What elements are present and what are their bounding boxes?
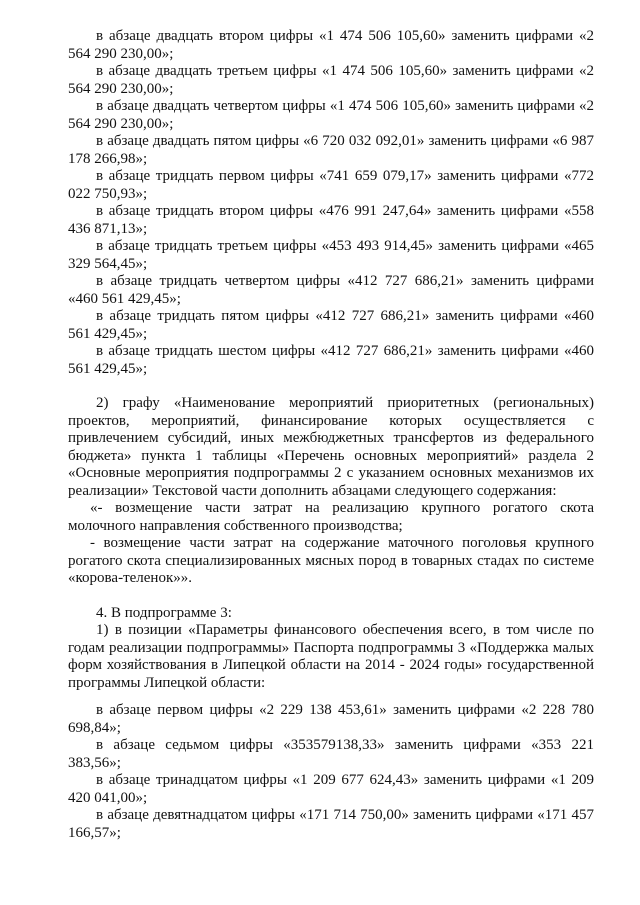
amendment-paragraph: в абзаце двадцать третьем цифры «1 474 506 105,60» заменить цифрами «2 564 290 230,00»; bbox=[68, 63, 594, 97]
spacer bbox=[68, 588, 594, 605]
amendment-paragraph: в абзаце двадцать пятом цифры «6 720 032 092,01» заменить цифрами «6 987 178 266,98»; bbox=[68, 133, 594, 167]
document-body bbox=[68, 28, 594, 842]
amendment-paragraph: в абзаце тридцать третьем цифры «453 493 914,45» заменить цифрами «465 329 564,45»; bbox=[68, 238, 594, 272]
amendment-paragraph: в абзаце девятнадцатом цифры «171 714 750,00» заменить цифрами «171 457 166,57»; bbox=[68, 807, 594, 841]
amendment-paragraph: в абзаце тридцать четвертом цифры «412 727 686,21» заменить цифрами «460 561 429,45»; bbox=[68, 273, 594, 307]
amendment-paragraph: в абзаце тридцать втором цифры «476 991 247,64» заменить цифрами «558 436 871,13»; bbox=[68, 203, 594, 237]
quoted-paragraph: «- возмещение части затрат на реализацию крупного рогатого скота молочного направления собственного производства; bbox=[68, 500, 594, 534]
section-item-1-paragraph: 1) в позиции «Параметры финансового обеспечения всего, в том числе по годам реализации подпрограммы» Паспорта подпрограммы 3 «Поддержка малых форм хозяйствования в Липецкой области на 2014 - 2024 годы» государственной программы Липецкой области: bbox=[68, 622, 594, 691]
amendment-paragraph: в абзаце седьмом цифры «353579138,33» заменить цифрами «353 221 383,56»; bbox=[68, 737, 594, 771]
amendment-paragraph: в абзаце тридцать шестом цифры «412 727 686,21» заменить цифрами «460 561 429,45»; bbox=[68, 343, 594, 377]
item-2-paragraph: 2) графу «Наименование мероприятий приоритетных (региональных) проектов, мероприятий, финансирование которых осуществляется с привлечением субсидий, иных межбюджетных трансфертов из федерального бюджета» пункта 1 таблицы «Перечень основных мероприятий» раздела 2 «Основные мероприятия подпрограммы 2 с указанием основных механизмов их реализации» Текстовой части дополнить абзацами следующего содержания: bbox=[68, 395, 594, 499]
section-heading: 4. В подпрограмме 3: bbox=[96, 604, 232, 621]
amendment-paragraph: в абзаце тридцать первом цифры «741 659 079,17» заменить цифрами «772 022 750,93»; bbox=[68, 168, 594, 202]
amendment-paragraph: в абзаце двадцать втором цифры «1 474 506 105,60» заменить цифрами «2 564 290 230,00»; bbox=[68, 28, 594, 62]
spacer bbox=[68, 378, 594, 395]
quoted-paragraph: - возмещение части затрат на содержание маточного поголовья крупного рогатого скота специализированных мясных пород в товарных стадах по системе «корова-теленок»». bbox=[68, 535, 594, 586]
spacer bbox=[68, 692, 594, 702]
amendment-paragraph: в абзаце двадцать четвертом цифры «1 474 506 105,60» заменить цифрами «2 564 290 230,00»; bbox=[68, 98, 594, 132]
amendment-paragraph: в абзаце тринадцатом цифры «1 209 677 624,43» заменить цифрами «1 209 420 041,00»; bbox=[68, 772, 594, 806]
amendment-paragraph: в абзаце тридцать пятом цифры «412 727 686,21» заменить цифрами «460 561 429,45»; bbox=[68, 308, 594, 342]
amendment-paragraph: в абзаце первом цифры «2 229 138 453,61» заменить цифрами «2 228 780 698,84»; bbox=[68, 702, 594, 736]
